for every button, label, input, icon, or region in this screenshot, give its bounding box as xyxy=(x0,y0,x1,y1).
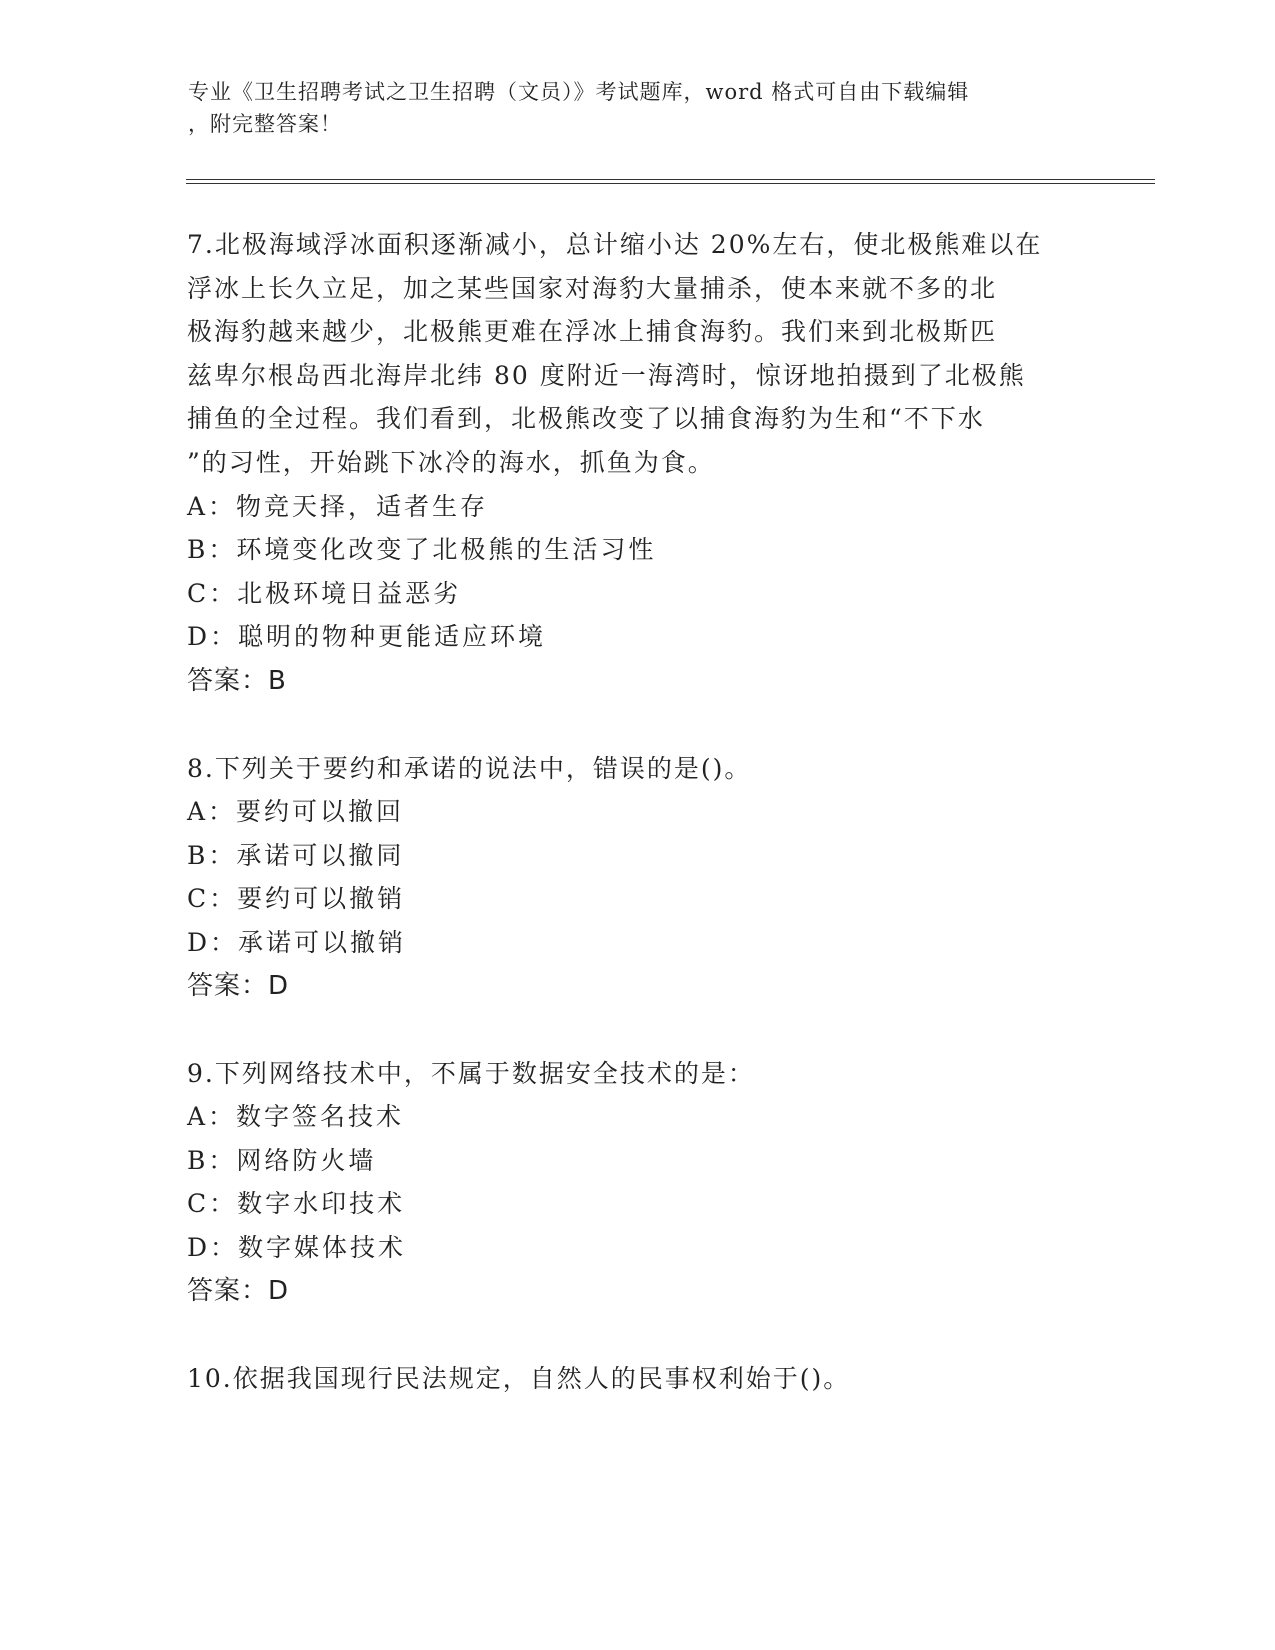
question-stem-line: 浮冰上长久立足，加之某些国家对海豹大量捕杀，使本来就不多的北 xyxy=(187,274,998,303)
answer-line: 答案：D xyxy=(187,1276,290,1306)
document-header xyxy=(188,76,1088,140)
header-line-2: ，附完整答案！ xyxy=(188,112,342,136)
question-stem-line: 8.下列关于要约和承诺的说法中，错误的是()。 xyxy=(187,754,752,783)
option-b: B：承诺可以撤同 xyxy=(187,841,405,870)
option-b: B：网络防火墙 xyxy=(187,1146,377,1175)
option-d: D：承诺可以撤销 xyxy=(187,928,407,957)
option-a: A：要约可以撤回 xyxy=(187,797,405,826)
question-stem-line: 9.下列网络技术中，不属于数据安全技术的是： xyxy=(187,1059,755,1088)
question-stem-line: 极海豹越来越少，北极熊更难在浮冰上捕食海豹。我们来到北极斯匹 xyxy=(187,317,998,346)
option-a: A：物竞天择，适者生存 xyxy=(187,492,489,521)
option-b: B：环境变化改变了北极熊的生活习性 xyxy=(187,535,657,564)
option-a: A：数字签名技术 xyxy=(187,1102,405,1131)
question-stem-line: 捕鱼的全过程。我们看到，北极熊改变了以捕食海豹为生和“不下水 xyxy=(187,404,985,433)
option-d: D：数字媒体技术 xyxy=(187,1233,407,1262)
answer-line: 答案：D xyxy=(187,971,290,1001)
option-c: C：要约可以撤销 xyxy=(187,884,406,913)
question-stem-line: 10.依据我国现行民法规定，自然人的民事权利始于()。 xyxy=(187,1364,851,1393)
header-divider-bottom xyxy=(186,183,1155,184)
option-c: C：北极环境日益恶劣 xyxy=(187,579,462,608)
header-divider-top xyxy=(186,179,1155,180)
answer-line: 答案：B xyxy=(187,666,287,696)
option-d: D：聪明的物种更能适应环境 xyxy=(187,622,547,651)
header-line-1: 专业《卫生招聘考试之卫生招聘（文员）》考试题库，word 格式可自由下载编辑 xyxy=(188,80,970,104)
option-c: C：数字水印技术 xyxy=(187,1189,406,1218)
question-stem-line: 7.北极海域浮冰面积逐渐减小，总计缩小达 20%左右，使北极熊难以在 xyxy=(187,230,1043,259)
question-stem-line: 兹卑尔根岛西北海岸北纬 80 度附近一海湾时，惊讶地拍摄到了北极熊 xyxy=(187,361,1026,390)
question-stem-line: ”的习性，开始跳下冰冷的海水，抓鱼为食。 xyxy=(187,448,715,477)
